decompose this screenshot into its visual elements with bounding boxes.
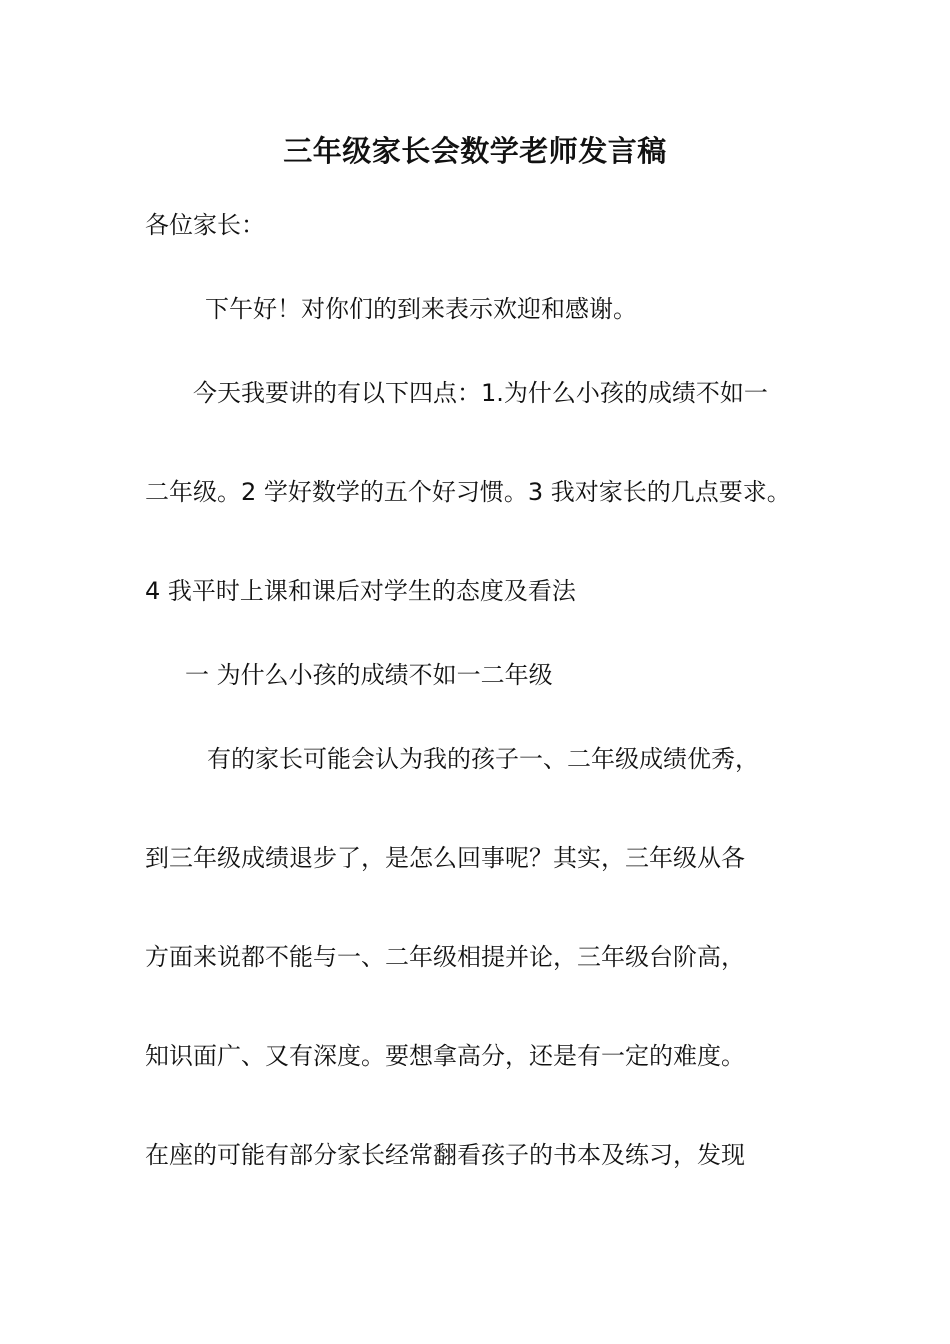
paragraph-line: 方面来说都不能与一、二年级相提并论，三年级台阶高， xyxy=(145,943,745,971)
salutation: 各位家长： xyxy=(145,211,265,239)
greeting-line: 下午好！对你们的到来表示欢迎和感谢。 xyxy=(205,295,637,323)
paragraph-line: 4 我平时上课和课后对学生的态度及看法 xyxy=(145,577,576,605)
paragraph-line: 二年级。2 学好数学的五个好习惯。3 我对家长的几点要求。 xyxy=(145,478,791,506)
paragraph-line: 今天我要讲的有以下四点：1.为什么小孩的成绩不如一 xyxy=(193,379,768,407)
paragraph-line: 在座的可能有部分家长经常翻看孩子的书本及练习，发现 xyxy=(145,1141,745,1169)
document-title: 三年级家长会数学老师发言稿 xyxy=(283,134,667,168)
paragraph-line: 有的家长可能会认为我的孩子一、二年级成绩优秀， xyxy=(207,745,759,773)
paragraph-line: 知识面广、又有深度。要想拿高分，还是有一定的难度。 xyxy=(145,1042,745,1070)
paragraph-line: 到三年级成绩退步了，是怎么回事呢？其实，三年级从各 xyxy=(145,844,745,872)
section-heading: 一 为什么小孩的成绩不如一二年级 xyxy=(185,661,553,689)
